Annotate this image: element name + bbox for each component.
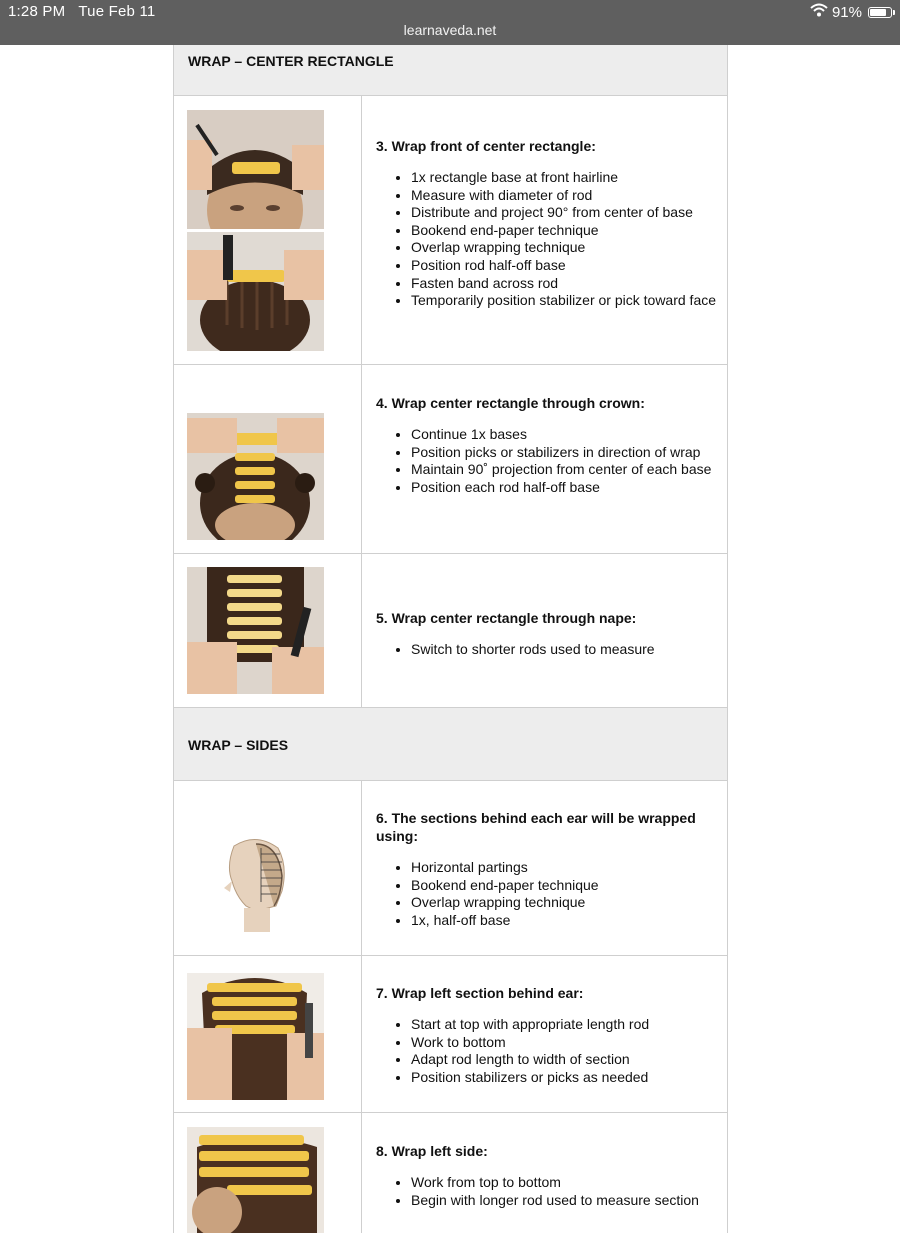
list-item: • Begin with longer rod used to measure section xyxy=(411,1192,717,1210)
step-text-cell xyxy=(362,781,727,955)
list-item: • Overlap wrapping technique xyxy=(411,894,717,912)
step-title: 6. The sections behind each ear will be wrapped using: xyxy=(376,810,696,844)
list-item: • Position each rod half-off base xyxy=(411,479,717,497)
section-header-sides xyxy=(174,708,727,781)
status-indicators xyxy=(810,3,892,21)
status-date: Tue Feb 11 xyxy=(78,3,156,20)
list-item: • 1x rectangle base at front hairline xyxy=(411,169,717,187)
list-item: • Switch to shorter rods used to measure xyxy=(411,641,717,659)
list-item: • Bookend end-paper technique xyxy=(411,222,717,240)
list-item: • Start at top with appropriate length rod xyxy=(411,1016,717,1034)
photo-left-behind-ear-wrap xyxy=(187,973,324,1100)
section-title: WRAP – CENTER RECTANGLE xyxy=(188,53,394,69)
step-text-cell xyxy=(362,554,727,707)
list-item: • Distribute and project 90° from center of base xyxy=(411,204,717,222)
illustration-head-sections xyxy=(216,836,296,934)
list-item: • Temporarily position stabilizer or pick toward face xyxy=(411,292,717,310)
address-bar-url[interactable]: learnaveda.net xyxy=(403,22,497,38)
step-row-8 xyxy=(174,1113,727,1233)
list-item: • Measure with diameter of rod xyxy=(411,187,717,205)
list-item: • Work from top to bottom xyxy=(411,1174,717,1192)
step-bullet-list xyxy=(376,859,717,929)
step-title: 4. Wrap center rectangle through crown: xyxy=(376,395,645,411)
list-item: • Adapt rod length to width of section xyxy=(411,1051,717,1069)
status-time: 1:28 PM xyxy=(8,3,66,20)
step-image-cell xyxy=(174,1113,362,1233)
photo-front-rectangle-wrap xyxy=(187,110,324,351)
step-image-cell xyxy=(174,96,362,364)
step-row-4 xyxy=(174,365,727,554)
list-item: • Fasten band across rod xyxy=(411,275,717,293)
section-header-center-rectangle xyxy=(174,45,727,96)
battery-percent: 91% xyxy=(831,3,862,21)
list-item: • 1x, half-off base xyxy=(411,912,717,930)
step-image-cell xyxy=(174,956,362,1112)
list-item: • Continue 1x bases xyxy=(411,426,717,444)
list-item: • Position stabilizers or picks as needed xyxy=(411,1069,717,1087)
step-text-cell xyxy=(362,96,727,364)
step-text-cell xyxy=(362,1113,727,1233)
step-title: 8. Wrap left side: xyxy=(376,1143,488,1159)
step-text-cell xyxy=(362,365,727,553)
step-text-cell xyxy=(362,956,727,1112)
lesson-table xyxy=(173,45,728,1233)
step-title: 7. Wrap left section behind ear: xyxy=(376,985,584,1001)
step-image-cell xyxy=(174,554,362,707)
photo-nape-wrap xyxy=(187,567,324,694)
browser-status-bar xyxy=(0,0,900,45)
list-item: • Maintain 90˚ projection from center of each base xyxy=(411,461,717,479)
wifi-icon xyxy=(810,3,828,21)
step-title: 5. Wrap center rectangle through nape: xyxy=(376,610,637,626)
step-row-5 xyxy=(174,554,727,708)
step-bullet-list xyxy=(376,1174,717,1209)
photo-crown-wrap xyxy=(187,413,324,540)
list-item: • Position rod half-off base xyxy=(411,257,717,275)
step-row-6 xyxy=(174,781,727,956)
step-bullet-list xyxy=(376,641,717,659)
photo-left-side-wrap xyxy=(187,1127,324,1233)
list-item: • Bookend end-paper technique xyxy=(411,877,717,895)
step-bullet-list xyxy=(376,426,717,496)
step-image-cell xyxy=(174,365,362,553)
list-item: • Horizontal partings xyxy=(411,859,717,877)
list-item: • Overlap wrapping technique xyxy=(411,239,717,257)
list-item: • Work to bottom xyxy=(411,1034,717,1052)
step-row-3 xyxy=(174,96,727,365)
step-image-cell xyxy=(174,781,362,955)
step-row-7 xyxy=(174,956,727,1113)
section-title: WRAP – SIDES xyxy=(188,737,289,753)
status-clock xyxy=(8,3,155,20)
step-title: 3. Wrap front of center rectangle: xyxy=(376,138,596,154)
step-bullet-list xyxy=(376,169,717,310)
step-bullet-list xyxy=(376,1016,717,1086)
list-item: • Position picks or stabilizers in direction of wrap xyxy=(411,444,717,462)
battery-icon xyxy=(868,7,892,18)
